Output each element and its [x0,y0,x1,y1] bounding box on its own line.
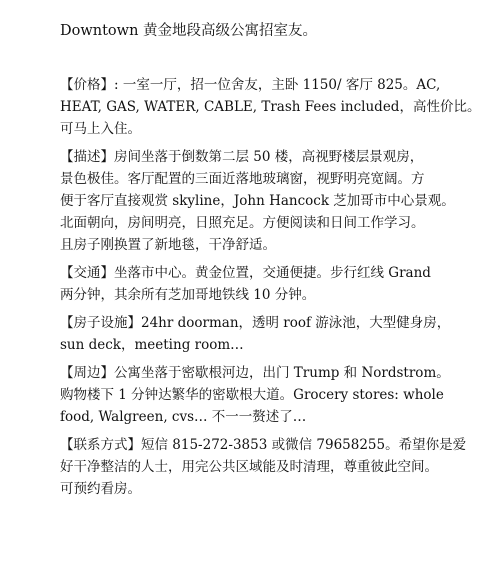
section-line: sun deck，meeting room… [60,337,244,353]
section-line: 可马上入住。 [60,121,141,137]
section-line: 北面朝向，房间明亮，日照充足。方便阅读和日间工作学习。 [60,215,425,231]
section-description [60,146,492,256]
section-label: 【联系方式】 [60,437,141,453]
section-line: 便于客厅直接观赏 skyline，John Hancock 芝加哥市中心景观。 [60,193,455,209]
section-line: 两分钟，其余所有芝加哥地铁线 10 分钟。 [60,287,316,303]
section-label: 【描述】 [60,149,114,165]
section-line [60,146,492,168]
section-label: 【交通】 [60,265,114,281]
section-line: 可预约看房。 [60,481,141,497]
section-label: 【房子设施】 [60,315,141,331]
section-facilities [60,312,492,356]
section-text: 短信 815-272-3853 或微信 79658255。希望你是爱 [141,437,467,453]
section-surroundings [60,362,492,428]
section-label: 【价格】 [60,77,114,93]
section-line [60,262,492,284]
section-line [60,434,492,456]
section-line: 购物楼下 1 分钟达繁华的密歇根大道。Grocery stores: whole [60,387,444,403]
section-text: 坐落市中心。黄金位置，交通便捷。步行红线 Grand [114,265,431,281]
section-contact [60,434,492,500]
listing-title: Downtown 黄金地段高级公寓招室友。 [60,23,318,39]
section-line: 且房子刚换置了新地毯，干净舒适。 [60,237,276,253]
section-line: food, Walgreen, cvs… 不一一赘述了… [60,409,307,425]
section-price [60,74,492,140]
section-line: HEAT, GAS, WATER, CABLE, Trash Fees included，高性价比。 [60,99,481,115]
section-text: 房间坐落于倒数第二层 50 楼，高视野楼层景观房， [114,149,424,165]
section-text: 公寓坐落于密歇根河边，出门 Trump 和 Nordstrom。 [114,365,450,381]
section-text: : 一室一厅，招一位舍友，主卧 1150/ 客厅 825。AC, [114,77,441,93]
section-line [60,362,492,384]
section-line: 景色极佳。客厅配置的三面近落地玻璃窗，视野明亮宽阔。方 [60,171,425,187]
section-line: 好干净整洁的人士，用完公共区域能及时清理，尊重彼此空间。 [60,459,438,475]
section-label: 【周边】 [60,365,114,381]
section-transportation [60,262,492,306]
listing-document [60,20,492,506]
section-text: 24hr doorman，透明 roof 游泳池，大型健身房， [141,315,451,331]
section-line [60,312,492,334]
section-line [60,74,492,96]
